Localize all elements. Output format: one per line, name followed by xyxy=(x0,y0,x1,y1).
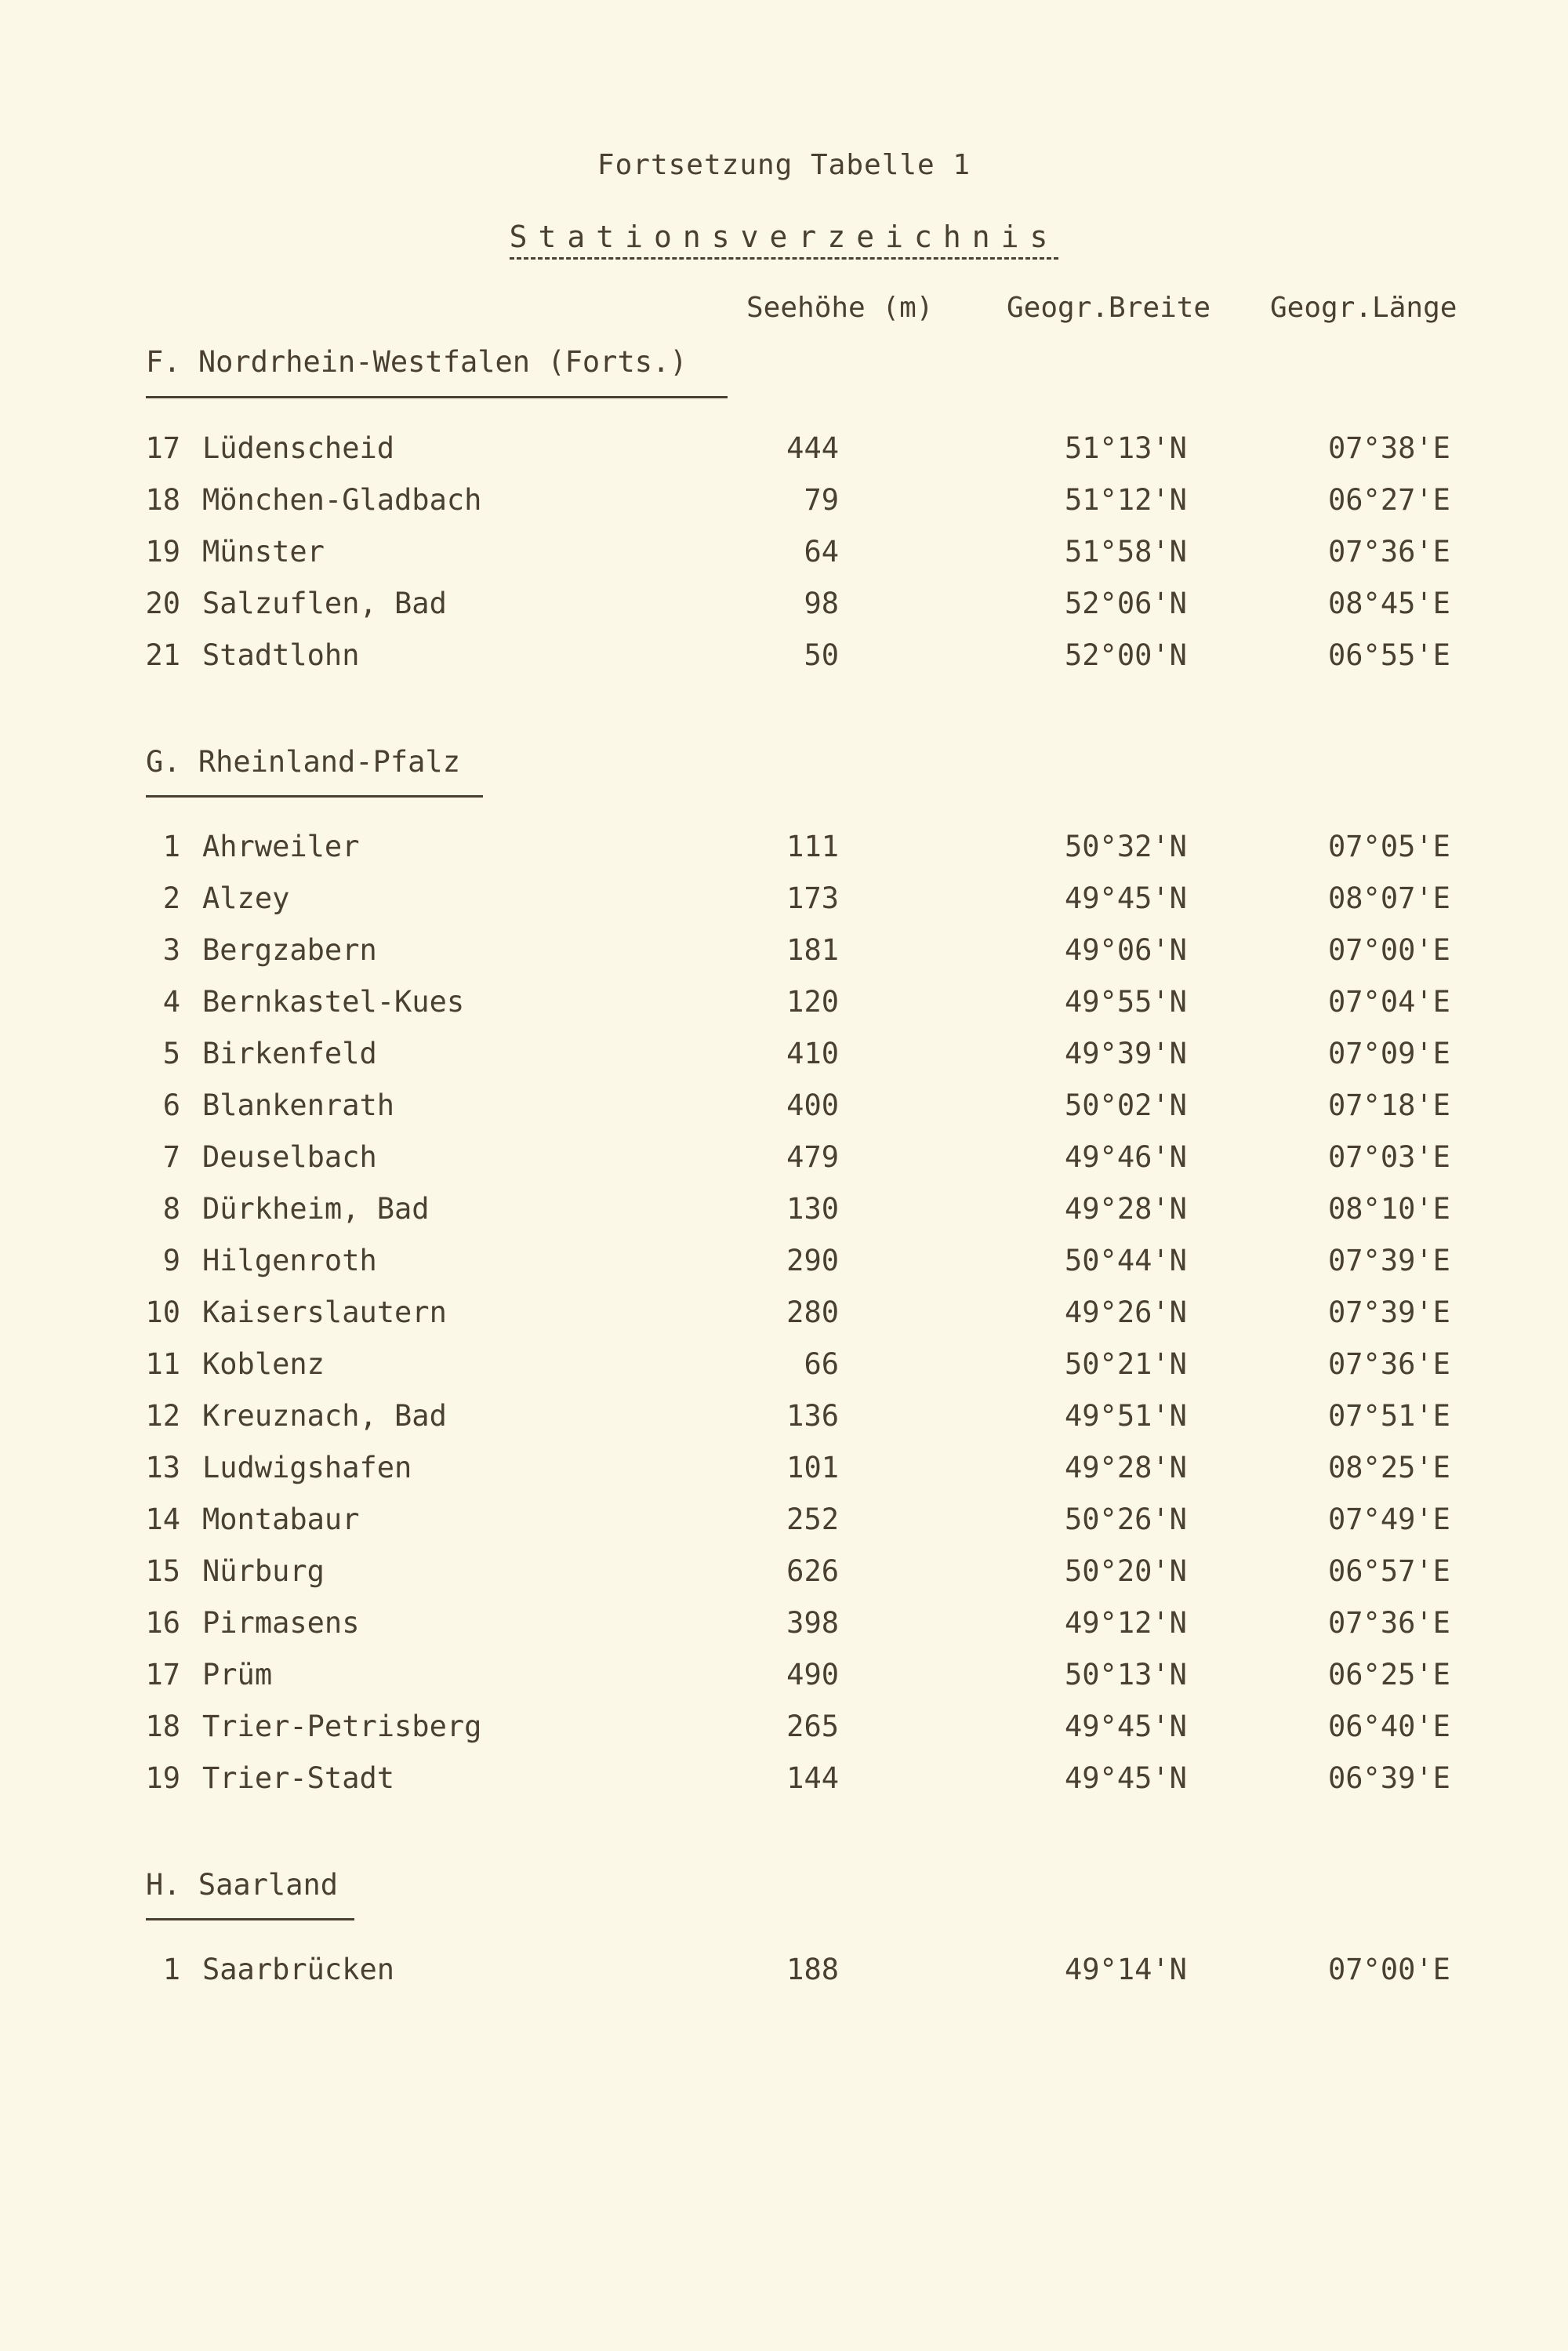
station-longitude: 07°51'E xyxy=(1328,1399,1450,1433)
station-elevation: 398 xyxy=(786,1606,839,1640)
table-row xyxy=(0,638,1568,678)
station-elevation: 111 xyxy=(786,830,839,863)
station-name: Nürburg xyxy=(202,1554,325,1588)
station-longitude: 08°25'E xyxy=(1328,1451,1450,1484)
table-row xyxy=(0,535,1568,574)
station-longitude: 07°39'E xyxy=(1328,1244,1450,1277)
station-longitude: 07°00'E xyxy=(1328,933,1450,967)
table-row xyxy=(0,933,1568,972)
station-latitude: 52°06'N xyxy=(1065,587,1187,620)
station-latitude: 51°58'N xyxy=(1065,535,1187,569)
table-row xyxy=(0,431,1568,471)
station-number: 19 xyxy=(145,1761,180,1795)
station-number: 4 xyxy=(162,985,180,1019)
station-elevation: 50 xyxy=(804,638,839,672)
station-elevation: 79 xyxy=(804,483,839,517)
station-number: 9 xyxy=(162,1244,180,1277)
station-longitude: 06°25'E xyxy=(1328,1658,1450,1691)
station-longitude: 07°39'E xyxy=(1328,1295,1450,1329)
station-longitude: 06°55'E xyxy=(1328,638,1450,672)
station-name: Dürkheim, Bad xyxy=(202,1192,430,1226)
station-elevation: 252 xyxy=(786,1503,839,1536)
table-row xyxy=(0,1710,1568,1749)
table-row xyxy=(0,881,1568,921)
station-name: Montabaur xyxy=(202,1503,360,1536)
station-elevation: 136 xyxy=(786,1399,839,1433)
station-longitude: 07°36'E xyxy=(1328,1606,1450,1640)
station-name: Alzey xyxy=(202,881,290,915)
table-row xyxy=(0,985,1568,1024)
table-row xyxy=(0,483,1568,522)
station-latitude: 50°02'N xyxy=(1065,1088,1187,1122)
station-longitude: 07°03'E xyxy=(1328,1140,1450,1174)
station-name: Lüdenscheid xyxy=(202,431,395,465)
table-row xyxy=(0,1953,1568,1992)
table-row xyxy=(0,1140,1568,1179)
station-longitude: 06°57'E xyxy=(1328,1554,1450,1588)
station-latitude: 50°21'N xyxy=(1065,1347,1187,1381)
station-name: Saarbrücken xyxy=(202,1953,395,1986)
station-number: 21 xyxy=(145,638,180,672)
section-heading-f: F. Nordrhein-Westfalen (Forts.) xyxy=(146,345,688,379)
station-number: 17 xyxy=(145,431,180,465)
station-latitude: 50°26'N xyxy=(1065,1503,1187,1536)
station-number: 7 xyxy=(162,1140,180,1174)
station-name: Blankenrath xyxy=(202,1088,395,1122)
station-elevation: 181 xyxy=(786,933,839,967)
station-number: 14 xyxy=(145,1503,180,1536)
station-longitude: 08°07'E xyxy=(1328,881,1450,915)
station-number: 15 xyxy=(145,1554,180,1588)
station-name: Stadtlohn xyxy=(202,638,360,672)
section-underline-f xyxy=(146,396,728,398)
table-row xyxy=(0,587,1568,626)
station-latitude: 51°12'N xyxy=(1065,483,1187,517)
station-longitude: 07°04'E xyxy=(1328,985,1450,1019)
station-elevation: 144 xyxy=(786,1761,839,1795)
table-row xyxy=(0,830,1568,869)
station-elevation: 98 xyxy=(804,587,839,620)
station-latitude: 49°39'N xyxy=(1065,1037,1187,1070)
station-latitude: 49°45'N xyxy=(1065,1761,1187,1795)
station-name: Trier-Stadt xyxy=(202,1761,395,1795)
station-latitude: 50°13'N xyxy=(1065,1658,1187,1691)
station-name: Ahrweiler xyxy=(202,830,360,863)
station-elevation: 290 xyxy=(786,1244,839,1277)
station-elevation: 130 xyxy=(786,1192,839,1226)
page-title: Fortsetzung Tabelle 1 xyxy=(597,149,971,181)
station-name: Koblenz xyxy=(202,1347,325,1381)
station-latitude: 49°46'N xyxy=(1065,1140,1187,1174)
station-number: 18 xyxy=(145,483,180,517)
station-elevation: 101 xyxy=(786,1451,839,1484)
table-row xyxy=(0,1503,1568,1542)
station-elevation: 188 xyxy=(786,1953,839,1986)
station-latitude: 50°20'N xyxy=(1065,1554,1187,1588)
station-name: Hilgenroth xyxy=(202,1244,377,1277)
station-name: Prüm xyxy=(202,1658,273,1691)
station-longitude: 06°40'E xyxy=(1328,1710,1450,1743)
station-number: 1 xyxy=(162,1953,180,1986)
table-row xyxy=(0,1037,1568,1076)
station-name: Mönchen-Gladbach xyxy=(202,483,482,517)
station-elevation: 626 xyxy=(786,1554,839,1588)
station-latitude: 49°06'N xyxy=(1065,933,1187,967)
station-elevation: 400 xyxy=(786,1088,839,1122)
station-latitude: 49°26'N xyxy=(1065,1295,1187,1329)
station-latitude: 50°32'N xyxy=(1065,830,1187,863)
station-longitude: 07°18'E xyxy=(1328,1088,1450,1122)
station-name: Kreuznach, Bad xyxy=(202,1399,447,1433)
station-longitude: 07°00'E xyxy=(1328,1953,1450,1986)
station-longitude: 08°45'E xyxy=(1328,587,1450,620)
station-name: Trier-Petrisberg xyxy=(202,1710,482,1743)
table-row xyxy=(0,1295,1568,1335)
station-number: 17 xyxy=(145,1658,180,1691)
table-row xyxy=(0,1399,1568,1438)
station-name: Bernkastel-Kues xyxy=(202,985,465,1019)
station-number: 6 xyxy=(162,1088,180,1122)
station-number: 2 xyxy=(162,881,180,915)
station-elevation: 265 xyxy=(786,1710,839,1743)
table-row xyxy=(0,1347,1568,1386)
subtitle-wrap xyxy=(0,220,1568,260)
station-number: 19 xyxy=(145,535,180,569)
station-latitude: 51°13'N xyxy=(1065,431,1187,465)
station-elevation: 64 xyxy=(804,535,839,569)
station-name: Bergzabern xyxy=(202,933,377,967)
station-elevation: 280 xyxy=(786,1295,839,1329)
station-longitude: 07°09'E xyxy=(1328,1037,1450,1070)
table-subtitle: Stationsverzeichnis xyxy=(510,220,1059,260)
section-heading-h: H. Saarland xyxy=(146,1868,339,1902)
header-longitude: Geogr.Länge xyxy=(1270,292,1457,324)
header-elevation: Seehöhe (m) xyxy=(746,292,934,324)
station-latitude: 50°44'N xyxy=(1065,1244,1187,1277)
station-longitude: 06°39'E xyxy=(1328,1761,1450,1795)
station-latitude: 49°55'N xyxy=(1065,985,1187,1019)
station-number: 5 xyxy=(162,1037,180,1070)
station-elevation: 479 xyxy=(786,1140,839,1174)
station-number: 20 xyxy=(145,587,180,620)
station-number: 8 xyxy=(162,1192,180,1226)
station-longitude: 07°05'E xyxy=(1328,830,1450,863)
station-elevation: 173 xyxy=(786,881,839,915)
station-latitude: 49°45'N xyxy=(1065,881,1187,915)
station-name: Kaiserslautern xyxy=(202,1295,447,1329)
table-row xyxy=(0,1451,1568,1490)
station-number: 12 xyxy=(145,1399,180,1433)
station-latitude: 49°28'N xyxy=(1065,1451,1187,1484)
station-number: 16 xyxy=(145,1606,180,1640)
station-latitude: 49°14'N xyxy=(1065,1953,1187,1986)
table-row xyxy=(0,1088,1568,1128)
station-latitude: 52°00'N xyxy=(1065,638,1187,672)
section-underline-h xyxy=(146,1918,354,1920)
station-number: 10 xyxy=(145,1295,180,1329)
table-row xyxy=(0,1761,1568,1800)
station-name: Salzuflen, Bad xyxy=(202,587,447,620)
station-name: Deuselbach xyxy=(202,1140,377,1174)
header-latitude: Geogr.Breite xyxy=(1007,292,1211,324)
station-elevation: 66 xyxy=(804,1347,839,1381)
station-latitude: 49°51'N xyxy=(1065,1399,1187,1433)
table-row xyxy=(0,1192,1568,1231)
station-longitude: 07°36'E xyxy=(1328,1347,1450,1381)
station-longitude: 06°27'E xyxy=(1328,483,1450,517)
station-latitude: 49°45'N xyxy=(1065,1710,1187,1743)
station-elevation: 120 xyxy=(786,985,839,1019)
station-elevation: 410 xyxy=(786,1037,839,1070)
station-number: 1 xyxy=(162,830,180,863)
section-heading-g: G. Rheinland-Pfalz xyxy=(146,745,460,779)
station-elevation: 490 xyxy=(786,1658,839,1691)
station-name: Münster xyxy=(202,535,325,569)
station-longitude: 08°10'E xyxy=(1328,1192,1450,1226)
station-longitude: 07°49'E xyxy=(1328,1503,1450,1536)
station-latitude: 49°12'N xyxy=(1065,1606,1187,1640)
table-row xyxy=(0,1554,1568,1593)
station-number: 11 xyxy=(145,1347,180,1381)
station-name: Pirmasens xyxy=(202,1606,360,1640)
station-name: Ludwigshafen xyxy=(202,1451,412,1484)
station-elevation: 444 xyxy=(786,431,839,465)
station-name: Birkenfeld xyxy=(202,1037,377,1070)
table-row xyxy=(0,1606,1568,1645)
station-longitude: 07°38'E xyxy=(1328,431,1450,465)
station-number: 18 xyxy=(145,1710,180,1743)
station-number: 3 xyxy=(162,933,180,967)
table-row xyxy=(0,1658,1568,1697)
table-row xyxy=(0,1244,1568,1283)
section-underline-g xyxy=(146,795,483,798)
station-longitude: 07°36'E xyxy=(1328,535,1450,569)
station-number: 13 xyxy=(145,1451,180,1484)
station-latitude: 49°28'N xyxy=(1065,1192,1187,1226)
